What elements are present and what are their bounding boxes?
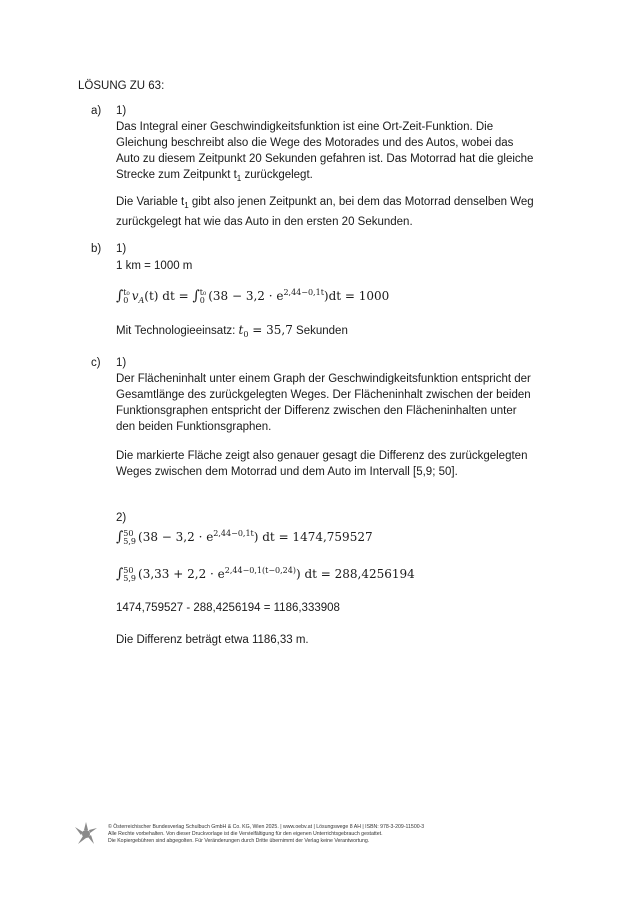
section-a-paragraph-2: Die Variable $t_1$ gibt also jenen Zeitpunkt an, bei dem das Motorrad denselben Weg zurückgelegt hat wie das Auto in den ersten 20 Sekunden. bbox=[116, 196, 534, 228]
section-c-number-2: 2) bbox=[116, 512, 127, 524]
section-a-label: a) bbox=[91, 105, 102, 117]
footer-line-1: © Österreichischer Bundesverlag Schulbuch GmbH & Co. KG, Wien 2025. | www.oebv.at | Lösungswege 8 AH | ISBN: 978-3-209-11500-3 bbox=[108, 824, 425, 830]
technology-result: Mit Technologieeinsatz: $t_0 = 35,7$ Sekunden bbox=[116, 323, 348, 339]
footer-copyright bbox=[108, 824, 588, 845]
integral-equation-c-1: ∫ 50 5,9 $(38 - 3,2 \cdot e^{2,44-0,1t})$ dt = 1474,759527 bbox=[116, 528, 373, 546]
footer-line-3: Die Kopiergebühren sind abgegolten. Für Veränderungen durch Dritte übernimmt der Verlag keine Verantwortung. bbox=[108, 838, 370, 844]
section-c-number-1: 1) bbox=[116, 357, 127, 369]
unit-conversion: 1 km = 1000 m bbox=[116, 260, 193, 272]
section-b-label: b) bbox=[91, 243, 102, 255]
footer-line-2: Alle Rechte vorbehalten. Von dieser Druckvorlage ist die Vervielfältigung für den eigenen Unterrichtsgebrauch gestattet. bbox=[108, 831, 383, 837]
section-a-paragraph-1: Das Integral einer Geschwindigkeitsfunktion ist eine Ort-Zeit-Funktion. Die Gleichung beschreibt also die Wege des Motorades und des Autos, wobei das Auto zu diesem Zeitpunkt 20 Sekunden gefahren ist. Das Motorrad hat die gleiche Strecke zum Zeitpunkt $t_1$ zurückgelegt. bbox=[116, 121, 534, 183]
publisher-logo-icon bbox=[75, 822, 97, 846]
section-c-paragraph-2: Die markierte Fläche zeigt also genauer gesagt die Differenz des zurückgelegten Weges zwischen dem Motorrad und dem Auto im Intervall [5,9; 50]. bbox=[116, 450, 528, 478]
section-c-paragraph-1: Der Flächeninhalt unter einem Graph der Geschwindigkeitsfunktion entspricht der Gesamtlänge des zurückgelegten Weges. Der Flächeninhalt zwischen der beiden Funktionsgraphen entspricht der Differenz zwischen den Flächeninhalten unter den beiden Funktionsgraphen. bbox=[116, 373, 531, 433]
section-b-number: 1) bbox=[116, 243, 127, 255]
section-c-label: c) bbox=[91, 357, 101, 369]
page-title: LÖSUNG ZU 63: bbox=[78, 80, 165, 92]
difference-calculation: 1474,759527 - 288,4256194 = 1186,333908 bbox=[116, 602, 340, 614]
section-a-number: 1) bbox=[116, 105, 127, 117]
integral-equation-c-2: ∫ 50 5,9 $(3,33 + 2,2 \cdot e^{2,44-0,1(t-0,24)})$ dt = 288,4256194 bbox=[116, 565, 415, 583]
integral-equation-b: ∫ t₀ 0 $v_A(t)$ dt = ∫ t₀ 0 $(38 - 3,2 \cdot e^{2,44-0,1t})dt = 1000$ bbox=[116, 287, 390, 305]
final-answer: Die Differenz beträgt etwa 1186,33 m. bbox=[116, 634, 309, 646]
